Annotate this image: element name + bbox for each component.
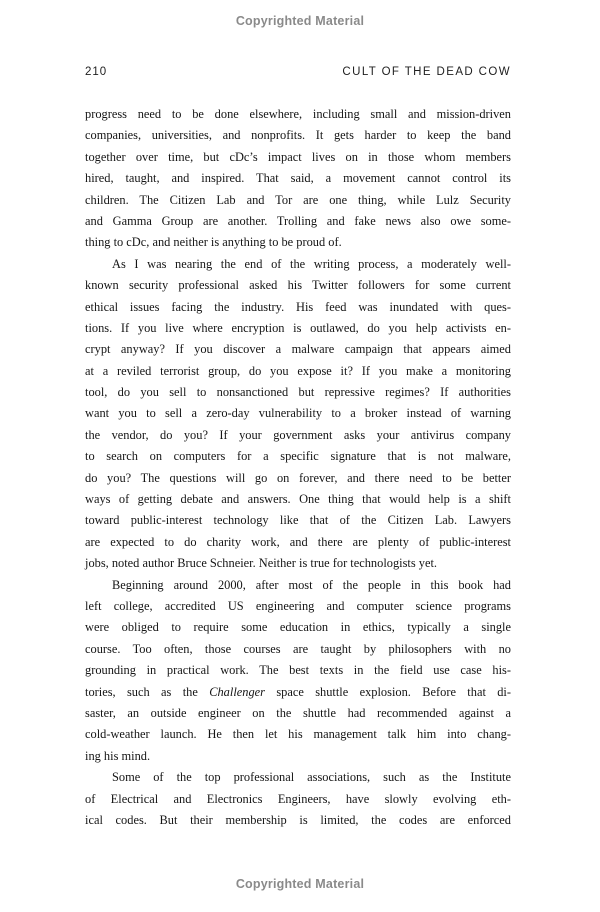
body-line: toward public-interest technology like that of the Citizen Lab. Lawyers <box>85 513 511 528</box>
body-line: course. Too often, those courses are taught by philosophers with no <box>85 641 511 656</box>
body-line: companies, universities, and nonprofits. It gets harder to keep the band <box>85 128 511 143</box>
body-line: Some of the top professional associations, such as the Institute <box>112 770 511 785</box>
page-number: 210 <box>85 66 108 78</box>
body-line: together over time, but cDc’s impact lives on in those whom members <box>85 149 511 164</box>
body-line: saster, an outside engineer on the shuttle had recommended against a <box>85 705 511 720</box>
body-line: at a reviled terrorist group, do you expose it? If you make a monitoring <box>85 363 511 378</box>
copyright-notice-bottom: Copyrighted Material <box>235 877 365 891</box>
page-header <box>85 66 511 78</box>
body-line: ical codes. But their membership is limited, the codes are enforced <box>85 812 511 827</box>
body-line: tions. If you live where encryption is outlawed, do you help activists en- <box>85 320 511 335</box>
body-line: want you to sell a zero-day vulnerability to a broker instead of warning <box>85 406 511 421</box>
body-line: grounding in practical work. The best texts in the field use case his- <box>85 663 511 678</box>
body-line: Beginning around 2000, after most of the people in this book had <box>112 577 511 592</box>
body-line: were obliged to require some education in ethics, typically a single <box>85 620 511 635</box>
body-line: cold-weather launch. He then let his management talk him into chang- <box>85 727 511 742</box>
running-header: CULT OF THE DEAD COW <box>342 66 511 78</box>
italic-book-title: Challenger <box>209 684 265 699</box>
body-line: children. The Citizen Lab and Tor are one thing, while Lulz Security <box>85 192 511 207</box>
body-line <box>85 682 511 703</box>
body-line: and Gamma Group are another. Trolling and fake news also owe some- <box>85 213 511 228</box>
body-line: ethical issues facing the industry. His feed was inundated with ques- <box>85 299 511 314</box>
body-line: ing his mind. <box>85 748 151 763</box>
body-line: are expected to do charity work, and there are plenty of public-interest <box>85 534 511 549</box>
body-line: the vendor, do you? If your government asks your antivirus company <box>85 427 511 442</box>
body-line: left college, accredited US engineering and computer science programs <box>85 598 511 613</box>
body-line: to search on computers for a specific signature that is not malware, <box>85 449 511 464</box>
body-line: jobs, noted author Bruce Schneier. Neither is true for technologists yet. <box>85 556 438 571</box>
body-text-segment: tories, such as the <box>85 684 210 699</box>
body-line: do you? The questions will go on forever, and there need to be better <box>85 470 511 485</box>
page-text-block <box>85 104 511 831</box>
body-line: ways of getting debate and answers. One thing that would help is a shift <box>85 492 511 507</box>
body-line: tool, do you sell to nonsanctioned but repressive regimes? If authorities <box>85 385 511 400</box>
body-line: progress need to be done elsewhere, including small and mission-driven <box>85 107 511 121</box>
body-line: crypt anyway? If you discover a malware campaign that appears aimed <box>85 342 511 357</box>
copyright-notice-top: Copyrighted Material <box>235 14 365 28</box>
body-line: hired, taught, and inspired. That said, a movement cannot control its <box>85 171 511 186</box>
body-line: known security professional asked his Twitter followers for some current <box>85 278 511 293</box>
body-line: As I was nearing the end of the writing process, a moderately well- <box>112 256 511 271</box>
body-line: of Electrical and Electronics Engineers, have slowly evolving eth- <box>85 791 511 806</box>
body-line: thing to cDc, and neither is anything to be proud of. <box>85 235 342 250</box>
body-text-segment: space shuttle explosion. Before that di- <box>264 684 511 699</box>
